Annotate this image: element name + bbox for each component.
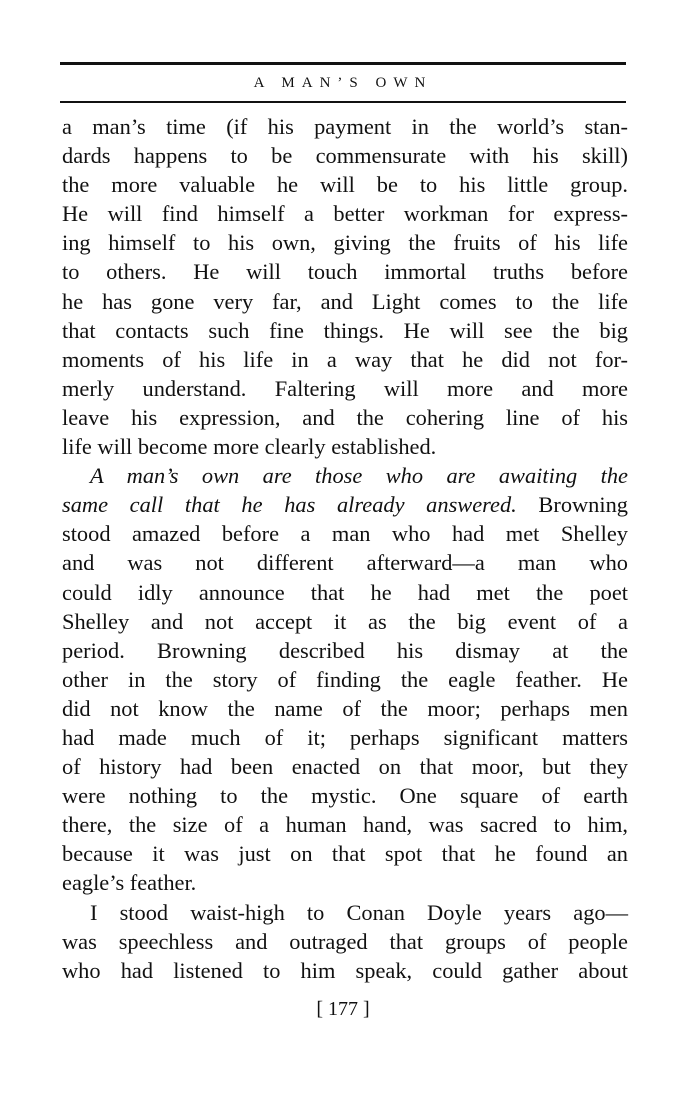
- text-line: who had listened to him speak, could gather about: [62, 957, 628, 983]
- text-line: of history had been enacted on that moor, but they: [62, 754, 628, 780]
- text-line: were nothing to the mystic. One square of earth: [62, 783, 628, 809]
- text-line: merly understand. Faltering will more and more: [62, 375, 628, 401]
- italic-text: A man’s own are those who are awaiting the: [90, 463, 628, 489]
- text-line: eagle’s feather.: [62, 870, 197, 896]
- running-header: A MAN’S OWN: [253, 75, 433, 91]
- header-rule-top: [60, 62, 626, 65]
- text-line: was speechless and outraged that groups of people: [62, 928, 628, 954]
- text-line: stood amazed before a man who had met Shelley: [62, 521, 628, 547]
- text-line: had made much of it; perhaps significant matters: [62, 724, 628, 750]
- italic-text: same call that he has already answered.: [62, 492, 517, 518]
- text-line: [62, 461, 628, 490]
- text-line: he has gone very far, and Light comes to the life: [62, 288, 628, 314]
- body-text: [62, 112, 628, 985]
- text-line: He will find himself a better workman for express-: [62, 201, 628, 227]
- text-line: because it was just on that spot that he found an: [62, 841, 628, 867]
- paragraph-3: [62, 898, 628, 985]
- text-line: to others. He will touch immortal truths before: [62, 259, 628, 285]
- text-line: other in the story of finding the eagle feather. He: [62, 666, 628, 692]
- text-line: [62, 490, 628, 519]
- text-run: Browning: [516, 492, 628, 518]
- text-line: the more valuable he will be to his little group.: [62, 172, 628, 198]
- text-line: Shelley and not accept it as the big event of a: [62, 608, 628, 634]
- text-line: I stood waist-high to Conan Doyle years ago—: [90, 899, 628, 925]
- text-line: dards happens to be commensurate with his skill): [62, 143, 628, 169]
- text-line: that contacts such fine things. He will see the big: [62, 317, 628, 343]
- text-line: leave his expression, and the cohering line of his: [62, 404, 628, 430]
- text-line: and was not different afterward—a man who: [62, 550, 628, 576]
- page-number: [ 177 ]: [316, 998, 370, 1020]
- text-line: a man’s time (if his payment in the world’s stan-: [62, 114, 628, 139]
- text-line: period. Browning described his dismay at the: [62, 637, 628, 663]
- text-line: there, the size of a human hand, was sacred to him,: [62, 812, 628, 838]
- paragraph-2: [62, 461, 628, 897]
- header-rule-bottom: [60, 101, 626, 103]
- text-line: ing himself to his own, giving the fruits of his life: [62, 230, 628, 256]
- paragraph-1: [62, 112, 628, 461]
- text-line: life will become more clearly established.: [62, 434, 437, 460]
- text-line: did not know the name of the moor; perhaps men: [62, 695, 628, 721]
- text-line: could idly announce that he had met the poet: [62, 579, 628, 605]
- text-line: moments of his life in a way that he did not for-: [62, 346, 628, 372]
